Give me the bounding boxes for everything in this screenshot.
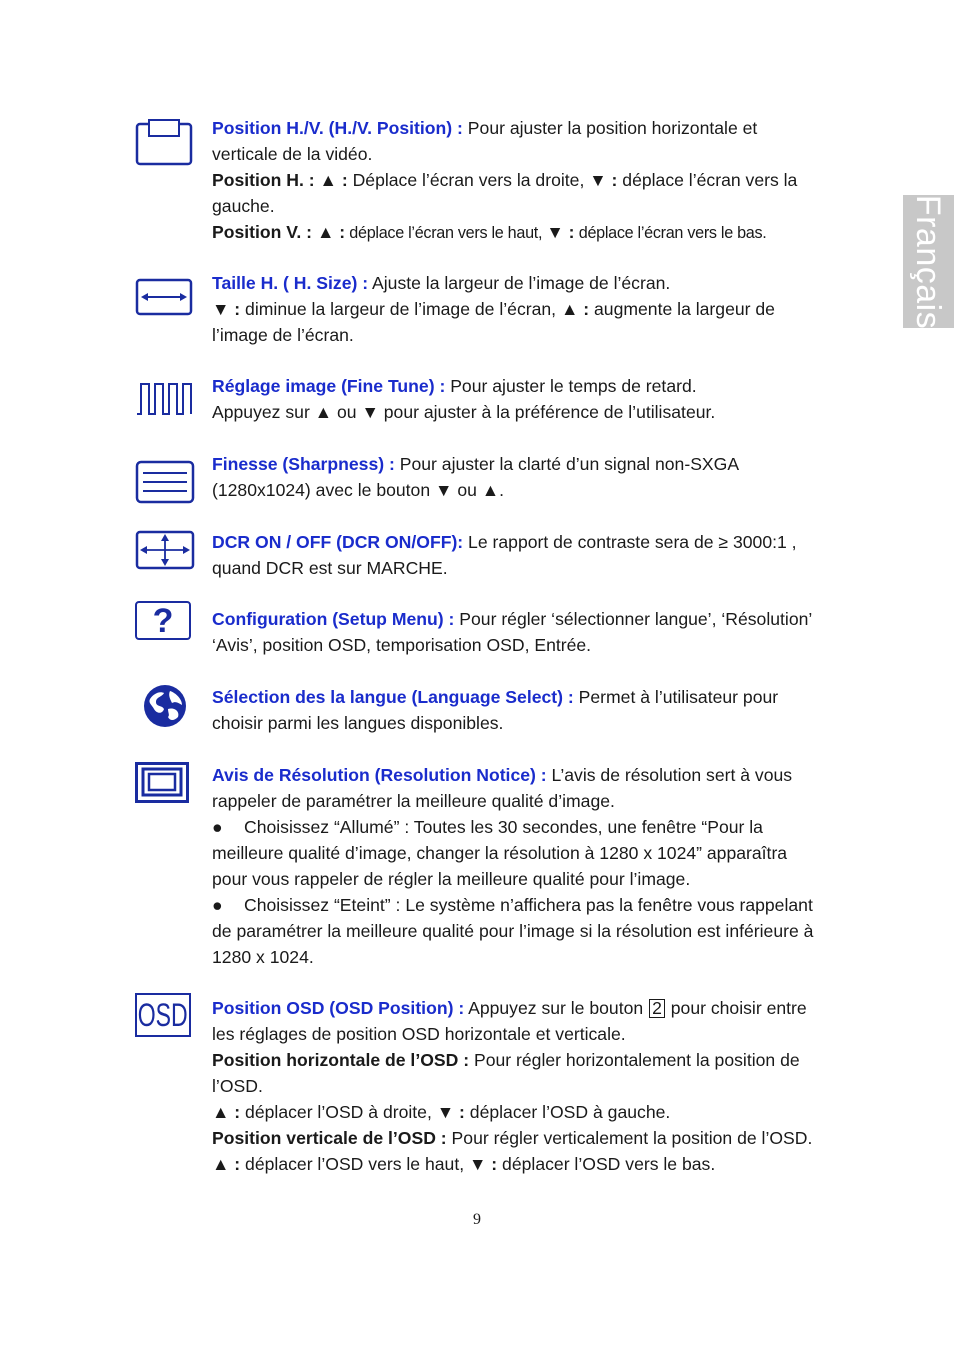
- language-side-tab: [903, 195, 954, 328]
- osd-h-desc: Pour régler horizontalement la position de l’OSD.: [212, 1050, 800, 1096]
- up-arrow-icon: ▲ :: [212, 1102, 241, 1122]
- h-size-icon: [135, 272, 195, 332]
- dcr-desc: Le rapport de contraste sera de ≥ 3000:1 , quand DCR est sur MARCHE.: [212, 532, 797, 578]
- osd-h-down-text: déplacer l’OSD à gauche.: [464, 1102, 671, 1122]
- bullet-icon: ●: [212, 817, 223, 837]
- h-size-title: Taille H. ( H. Size) :: [212, 273, 369, 293]
- h-size-desc: Ajuste la largeur de l’image de l’écran.: [368, 273, 671, 293]
- osd-position-icon: [135, 993, 191, 1037]
- h-down-text: déplace l’écran vers la gauche.: [212, 170, 798, 216]
- bullet-on-text: Choisissez “Allumé” : Toutes les 30 secondes, une fenêtre “Pour la meilleure qualité d’image, changer la résolution à 1280 x 1024” apparaîtra pour vous rappeler de régler la meilleure qualité pour l’image.: [212, 817, 788, 889]
- v-up-text: déplace l’écran vers le haut,: [345, 224, 547, 242]
- osd-position-title: Position OSD (OSD Position) :: [212, 998, 465, 1018]
- osd-v-desc: Pour régler verticalement la position de l’OSD.: [446, 1128, 813, 1148]
- dcr-icon: [135, 530, 195, 590]
- osd-v-label: Position verticale de l’OSD :: [212, 1128, 447, 1148]
- question-mark-icon: ?: [152, 601, 174, 640]
- setup-menu-title: Configuration (Setup Menu) :: [212, 609, 455, 629]
- h-up-text: Déplace l’écran vers la droite,: [347, 170, 590, 190]
- language-select-desc: Permet à l’utilisateur pour choisir parmi les langues disponibles.: [212, 687, 779, 733]
- fine-tune-line2: Appuyez sur ▲ ou ▼ pour ajuster à la préférence de l’utilisateur.: [212, 402, 716, 422]
- fine-tune-desc: Pour ajuster le temps de retard.: [445, 376, 697, 396]
- bullet-off-text: Choisissez “Eteint” : Le système n’affichera pas la fenêtre vous rappelant de paramétrer la meilleure qualité pour l’image si la résolution est inférieure à 1280 x 1024.: [212, 895, 814, 967]
- fine-tune-title: Réglage image (Fine Tune) :: [212, 376, 446, 396]
- language-tab-label: Français: [909, 194, 948, 329]
- h-size-up-text: augmente la largeur de l’image de l’écran.: [212, 299, 775, 345]
- down-arrow-icon: ▼ :: [469, 1154, 498, 1174]
- osd-desc-pre: Appuyez sur le bouton: [464, 998, 649, 1018]
- dcr-title: DCR ON / OFF (DCR ON/OFF):: [212, 532, 464, 552]
- v-down-text: déplace l’écran vers le bas.: [574, 224, 767, 242]
- fine-tune-icon: [135, 378, 195, 438]
- hv-position-title: Position H./V. (H./V. Position) :: [212, 118, 463, 138]
- up-arrow-icon: ▲ :: [319, 170, 348, 190]
- bullet-icon: ●: [212, 895, 223, 915]
- page-number: 9: [473, 1211, 481, 1228]
- up-arrow-icon: ▲ :: [560, 299, 590, 319]
- button-2-icon: 2: [649, 999, 665, 1018]
- v-position-label: Position V. :: [212, 222, 317, 242]
- sharpness-title: Finesse (Sharpness) :: [212, 454, 395, 474]
- up-arrow-icon: ▲ :: [212, 1154, 241, 1174]
- osd-desc-post: pour choisir entre les réglages de position OSD horizontale et verticale.: [212, 998, 807, 1044]
- h-position-label: Position H. :: [212, 170, 320, 190]
- sharpness-desc: Pour ajuster la clarté d’un signal non-SXGA (1280x1024) avec le bouton ▼ ou ▲.: [212, 454, 739, 500]
- resolution-notice-title: Avis de Résolution (Resolution Notice) :: [212, 765, 547, 785]
- hv-position-desc: Pour ajuster la position horizontale et verticale de la vidéo.: [212, 118, 758, 164]
- osd-label-icon: OSD: [138, 997, 188, 1033]
- h-size-down-text: diminue la largeur de l’image de l’écran,: [240, 299, 561, 319]
- osd-v-down-text: déplacer l’OSD vers le bas.: [497, 1154, 716, 1174]
- down-arrow-icon: ▼ :: [589, 170, 618, 190]
- osd-h-up-text: déplacer l’OSD à droite,: [240, 1102, 437, 1122]
- down-arrow-icon: ▼ :: [436, 1102, 465, 1122]
- osd-h-label: Position horizontale de l’OSD :: [212, 1050, 470, 1070]
- resolution-notice-icon: [135, 762, 189, 804]
- resolution-notice-desc: L’avis de résolution sert à vous rappeler de paramétrer la meilleure qualité d’image.: [212, 765, 793, 811]
- setup-menu-desc: Pour régler ‘sélectionner langue’, ‘Résolution’ ‘Avis’, position OSD, temporisation OSD, Entrée.: [212, 609, 812, 655]
- language-select-title: Sélection des la langue (Language Select) :: [212, 687, 574, 707]
- setup-menu-icon: [135, 601, 191, 640]
- language-globe-icon: [142, 683, 188, 729]
- hv-position-icon: [135, 118, 195, 178]
- sharpness-icon: [135, 460, 195, 520]
- osd-v-up-text: déplacer l’OSD vers le haut,: [240, 1154, 469, 1174]
- down-arrow-icon: ▼ :: [546, 222, 575, 242]
- down-arrow-icon: ▼ :: [212, 299, 241, 319]
- up-arrow-icon: ▲ :: [316, 222, 346, 242]
